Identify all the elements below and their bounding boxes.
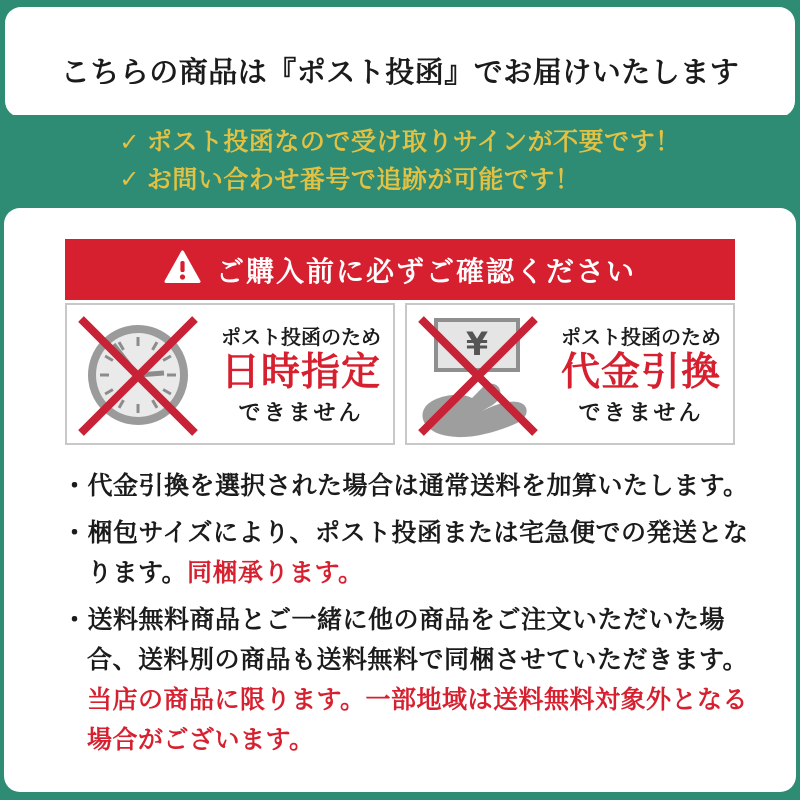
warning-title: ご購入前に必ずご確認ください <box>215 255 636 287</box>
restriction-note: できません <box>578 400 704 426</box>
restriction-reason: ポスト投函のため <box>221 326 381 349</box>
benefit-item <box>119 129 680 157</box>
note-item <box>62 466 750 506</box>
checkmark-icon: ✓ <box>119 166 140 194</box>
restriction-name: 代金引換 <box>560 350 721 394</box>
note-bullet: ・ <box>62 519 88 547</box>
restriction-text <box>549 321 733 428</box>
note-item <box>62 513 750 593</box>
restriction-reason: ポスト投函のため <box>561 326 721 349</box>
benefit-label: ポスト投函なので受け取りサインが不要です！ <box>146 128 681 156</box>
note-red-text: 当店の商品に限ります。一部地域は送料無料対象外となる場合がございます。 <box>87 686 749 754</box>
note-bullet: ・ <box>62 606 88 634</box>
confirmation-card <box>4 208 796 792</box>
benefits-band <box>0 115 800 208</box>
svg-text:¥: ¥ <box>465 325 489 363</box>
benefits-list <box>119 129 680 194</box>
restriction-card-datetime <box>65 303 395 445</box>
restriction-text <box>209 321 393 428</box>
note-item <box>62 600 750 760</box>
notes-list <box>62 466 750 767</box>
restriction-card-cod <box>405 303 735 445</box>
note-bullet: ・ <box>62 472 88 500</box>
benefit-item <box>119 167 580 195</box>
note-text: 代金引換を選択された場合は通常送料を加算いたします。 <box>87 472 749 500</box>
cash-on-delivery-icon <box>407 310 549 438</box>
note-text: 梱包サイズにより、ポスト投函または宅急便での発送となります。 <box>87 519 749 587</box>
restriction-name: 日時指定 <box>220 350 381 394</box>
benefit-label: お問い合わせ番号で追跡が可能です！ <box>146 165 581 194</box>
title-card <box>5 7 795 117</box>
clock-icon <box>67 310 209 438</box>
restriction-note: できません <box>238 400 364 426</box>
note-red-text: 同梱承ります。 <box>187 559 364 587</box>
page-title: こちらの商品は『ポスト投函』でお届けいたします <box>60 56 740 89</box>
note-text: 送料無料商品とご一緒に他の商品をご注文いただいた場合、送料別の商品も送料無料で同梱させていただきます。 <box>87 606 749 674</box>
warning-triangle-icon <box>164 250 201 289</box>
checkmark-icon: ✓ <box>119 128 140 156</box>
warning-banner <box>65 239 735 300</box>
